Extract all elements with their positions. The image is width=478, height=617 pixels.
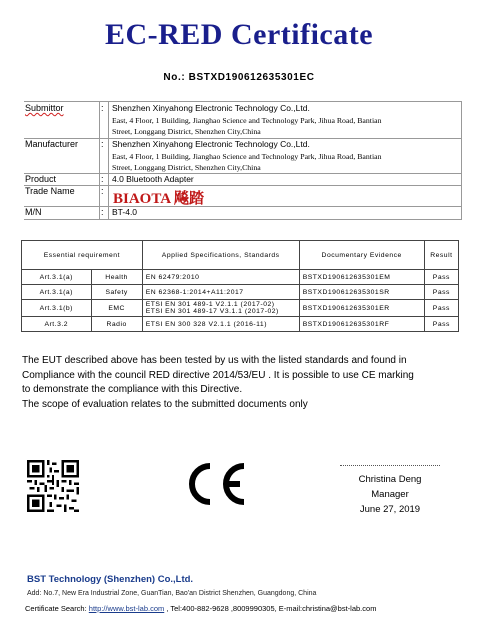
issuer-company-name: BST Technology (Shenzhen) Co.,Ltd. <box>27 574 194 585</box>
submittor-label: Submittor <box>25 103 64 113</box>
divider <box>24 173 462 174</box>
table-cell: Art.3.1(a) <box>22 270 92 285</box>
table-cell <box>142 317 299 332</box>
divider <box>24 219 462 220</box>
table-cell: EMC <box>91 300 142 317</box>
header-cell: Essential requirement <box>22 241 143 270</box>
requirements-table <box>21 240 459 332</box>
manufacturer-address <box>112 151 457 173</box>
submittor-address-line-1: East, 4 Floor, 1 Building, Jianghao Science and Technology Park, Jihua Road, Bantian <box>112 116 382 125</box>
table-cell: Art.3.2 <box>22 317 92 332</box>
table-row <box>22 270 459 285</box>
header-cell: Documentary Evidence <box>299 241 424 270</box>
table-row <box>22 285 459 300</box>
issuer-address: Add: No.7, New Era Industrial Zone, GuanTian, Bao'an District Shenzhen, Guangdong, China <box>27 590 317 597</box>
search-label: Certificate Search: <box>25 604 87 613</box>
spec-line: ETSI EN 301 489-1 V2.1.1 (2017-02) <box>145 301 275 308</box>
table-cell: BSTXD190612635301ER <box>299 300 424 317</box>
certificate-search <box>25 604 376 613</box>
ce-mark-logo <box>180 460 248 508</box>
compliance-statement <box>22 354 462 412</box>
table-cell: Art.3.1(a) <box>22 285 92 300</box>
model-number-value: BT-4.0 <box>112 207 138 217</box>
submittor-name: Shenzhen Xinyahong Electronic Technology Co.,Ltd. <box>112 103 310 113</box>
contact-info: , Tel:400-882-9628 ,8009990305, E-mail:christina@bst-lab.com <box>166 604 377 613</box>
table-cell: Pass <box>424 300 458 317</box>
divider <box>461 101 462 219</box>
manufacturer-address-line-2: Street, Longgang District, Shenzhen City,China <box>112 163 261 172</box>
table-cell: Safety <box>91 285 142 300</box>
table-cell <box>142 300 299 317</box>
header-cell: Applied Specifications, Standards <box>142 241 299 270</box>
signatory-role: Manager <box>371 489 409 500</box>
table-cell: Art.3.1(b) <box>22 300 92 317</box>
colon: : <box>101 139 104 149</box>
table-cell: Pass <box>424 285 458 300</box>
product-label: Product <box>25 174 57 184</box>
trade-name-logo: BIAOTA 飚踏 <box>113 191 204 207</box>
colon: : <box>101 186 104 196</box>
submittor-address-line-2: Street, Longgang District, Shenzhen City,China <box>112 127 261 136</box>
signature-line <box>340 465 440 466</box>
statement-line: The EUT described above has been tested by us with the listed standards and found in <box>22 355 407 366</box>
divider <box>24 101 462 102</box>
signature-date: June 27, 2019 <box>359 504 421 515</box>
spec-line: ETSI EN 300 328 V2.1.1 (2016-11) <box>145 320 267 328</box>
table-cell <box>142 285 299 300</box>
divider <box>24 206 462 207</box>
statement-line: to demonstrate the compliance with this Directive. <box>22 384 243 395</box>
manufacturer-address-line-1: East, 4 Floor, 1 Building, Jianghao Science and Technology Park, Jihua Road, Bantian <box>112 152 382 161</box>
table-cell: Pass <box>424 317 458 332</box>
table-cell: BSTXD190612635301SR <box>299 285 424 300</box>
table-cell: Health <box>91 270 142 285</box>
divider <box>24 185 462 186</box>
header-cell: Result <box>424 241 458 270</box>
table-cell: BSTXD190612635301EM <box>299 270 424 285</box>
colon: : <box>101 103 104 113</box>
manufacturer-name: Shenzhen Xinyahong Electronic Technology Co.,Ltd. <box>112 139 310 149</box>
spec-line: EN 62368-1:2014+A11:2017 <box>145 288 244 296</box>
colon: : <box>101 207 104 217</box>
table-cell: Radio <box>91 317 142 332</box>
table-header-row <box>22 241 459 270</box>
table-cell: Pass <box>424 270 458 285</box>
spec-line: EN 62479:2010 <box>145 273 200 281</box>
submittor-address <box>112 115 457 137</box>
divider <box>108 101 109 219</box>
certificate-number: No.: BSTXD190612635301EC <box>163 72 315 83</box>
spec-line: ETSI EN 301 489-17 V3.1.1 (2017-02) <box>145 308 279 315</box>
model-number-label: M/N <box>25 207 42 217</box>
signatory-name: Christina Deng <box>358 474 422 485</box>
statement-line: Compliance with the council RED directive 2014/53/EU . It is possible to use CE marking <box>22 369 414 381</box>
trade-name-label: Trade Name <box>25 186 75 196</box>
qr-code <box>27 460 79 512</box>
table-cell <box>142 270 299 285</box>
statement-line: The scope of evaluation relates to the submitted documents only <box>22 398 308 410</box>
divider <box>99 101 100 219</box>
colon: : <box>101 174 104 184</box>
product-value: 4.0 Bluetooth Adapter <box>112 174 194 184</box>
certificate-title: EC-RED Certificate <box>104 18 374 51</box>
certificate-search-link[interactable]: http://www.bst-lab.com <box>88 604 165 613</box>
table-row <box>22 300 459 317</box>
table-row <box>22 317 459 332</box>
table-cell: BSTXD190612635301RF <box>299 317 424 332</box>
manufacturer-label: Manufacturer <box>25 139 79 149</box>
